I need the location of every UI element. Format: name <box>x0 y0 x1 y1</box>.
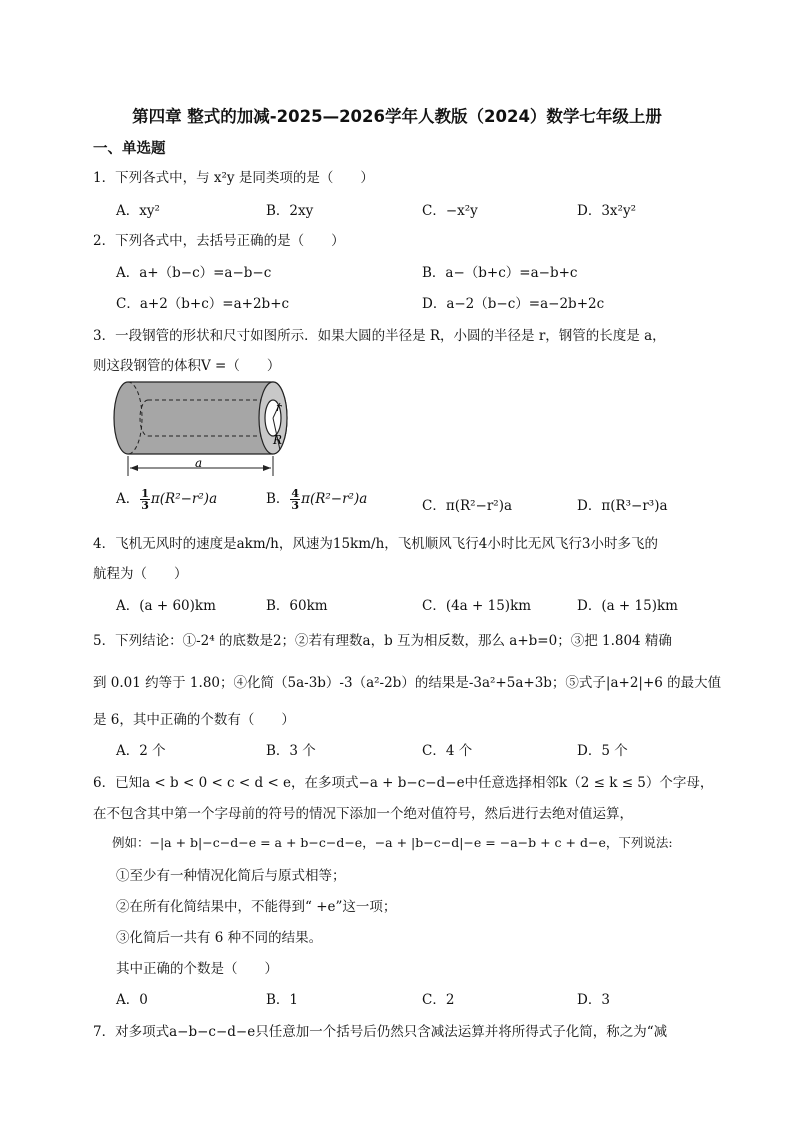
q4-option-d: D．(a + 15)km <box>577 598 678 614</box>
q5-option-c: C．4 个 <box>422 743 473 759</box>
q1-option-c: C．−x²y <box>422 203 478 219</box>
q2-option-b: B．a−（b+c）=a−b+c <box>422 265 578 281</box>
figure-label-r: r <box>276 401 282 414</box>
q6-statement-2: ②在所有化简结果中，不能得到“ +e”这一项； <box>116 899 397 915</box>
q5-stem-line2: 到 0.01 约等于 1.80；④化简（5a-3b）-3（a²-2b）的结果是-3a²+5a+3b；⑤式子|a+2|+6 的最大值 <box>93 675 722 691</box>
q4-option-a: A．(a + 60)km <box>116 598 216 614</box>
fraction-four-thirds <box>290 488 300 511</box>
q4-option-b: B．60km <box>266 598 328 614</box>
q2-option-a: A．a+（b−c）=a−b−c <box>116 265 272 281</box>
fraction-denominator: 3 <box>141 499 149 512</box>
q3-option-b-expr: π(R²−r²)a <box>301 491 368 507</box>
q6-statement-1: ①至少有一种情况化简后与原式相等； <box>116 868 346 884</box>
q5-option-d: D．5 个 <box>577 743 628 759</box>
q3-option-d: D．π(R³−r³)a <box>577 498 668 514</box>
q6-option-c: C．2 <box>422 992 455 1008</box>
q4-option-c: C．(4a + 15)km <box>422 598 532 614</box>
q5-stem-line1: 5．下列结论：①-2⁴ 的底数是2；②若有理数a，b 互为相反数，那么 a+b=0；③把 1.804 精确 <box>93 633 672 649</box>
q6-option-a: A．0 <box>116 992 148 1008</box>
section-heading: 一、单选题 <box>93 141 166 157</box>
q3-option-b <box>266 487 367 511</box>
q1-option-b: B．2xy <box>266 203 314 219</box>
figure-label-a: a <box>195 456 203 470</box>
q3-option-b-prefix: B． <box>266 491 290 507</box>
page-title: 第四章 整式的加减-2025—2026学年人教版（2024）数学七年级上册 <box>132 107 662 126</box>
q5-option-a: A．2 个 <box>116 743 166 759</box>
q3-option-a <box>116 487 217 511</box>
q4-stem-line2: 航程为（ ） <box>93 566 188 582</box>
q3-option-a-expr: π(R²−r²)a <box>150 491 218 507</box>
q6-question: 其中正确的个数是（ ） <box>116 961 278 977</box>
q1-stem: 1．下列各式中，与 x²y 是同类项的是（ ） <box>93 170 374 186</box>
q6-stem-line1: 6．已知a < b < 0 < c < d < e，在多项式−a + b−c−d−e中任意选择相邻k（2 ≤ k ≤ 5）个字母， <box>93 775 714 791</box>
fraction-numerator: 4 <box>291 487 300 500</box>
q6-statement-3: ③化简后一共有 6 种不同的结果。 <box>116 930 323 946</box>
q2-option-c: C．a+2（b+c）=a+2b+c <box>116 296 290 312</box>
q6-example: 例如：−|a + b|−c−d−e = a + b−c−d−e，−a + |b−c−d|−e = −a−b + c + d−e，下列说法: <box>112 835 673 850</box>
q7-stem-line1: 7．对多项式a−b−c−d−e只任意加一个括号后仍然只含减法运算并将所得式子化简，称之为“减 <box>93 1024 668 1040</box>
q5-stem-line3: 是 6，其中正确的个数有（ ） <box>93 712 295 728</box>
q4-stem-line1: 4．飞机无风时的速度是akm/h，风速为15km/h，飞机顺风飞行4小时比无风飞行3小时多飞的 <box>93 536 658 552</box>
q5-option-b: B．3 个 <box>266 743 316 759</box>
q6-option-b: B．1 <box>266 992 299 1008</box>
q3-option-a-prefix: A． <box>116 491 140 507</box>
steel-pipe-figure <box>108 378 298 478</box>
q3-option-c: C．π(R²−r²)a <box>422 498 513 514</box>
q1-option-a: A．xy² <box>116 203 160 219</box>
q2-stem: 2．下列各式中，去括号正确的是（ ） <box>93 233 345 249</box>
figure-label-R: R <box>273 433 283 447</box>
fraction-numerator: 1 <box>141 487 149 500</box>
q6-stem-line2: 在不包含其中第一个字母前的符号的情况下添加一个绝对值符号，然后进行去绝对值运算， <box>93 806 633 822</box>
fraction-denominator: 3 <box>291 499 300 512</box>
q3-stem-line2: 则这段钢管的体积V =（ ） <box>93 358 281 374</box>
fraction-one-third <box>140 488 150 511</box>
q3-stem-line1: 3．一段钢管的形状和尺寸如图所示．如果大圆的半径是 R，小圆的半径是 r，钢管的长度是 a， <box>93 328 666 344</box>
q1-option-d: D．3x²y² <box>577 203 636 219</box>
q6-option-d: D．3 <box>577 992 610 1008</box>
q2-option-d: D．a−2（b−c）=a−2b+2c <box>422 296 605 312</box>
